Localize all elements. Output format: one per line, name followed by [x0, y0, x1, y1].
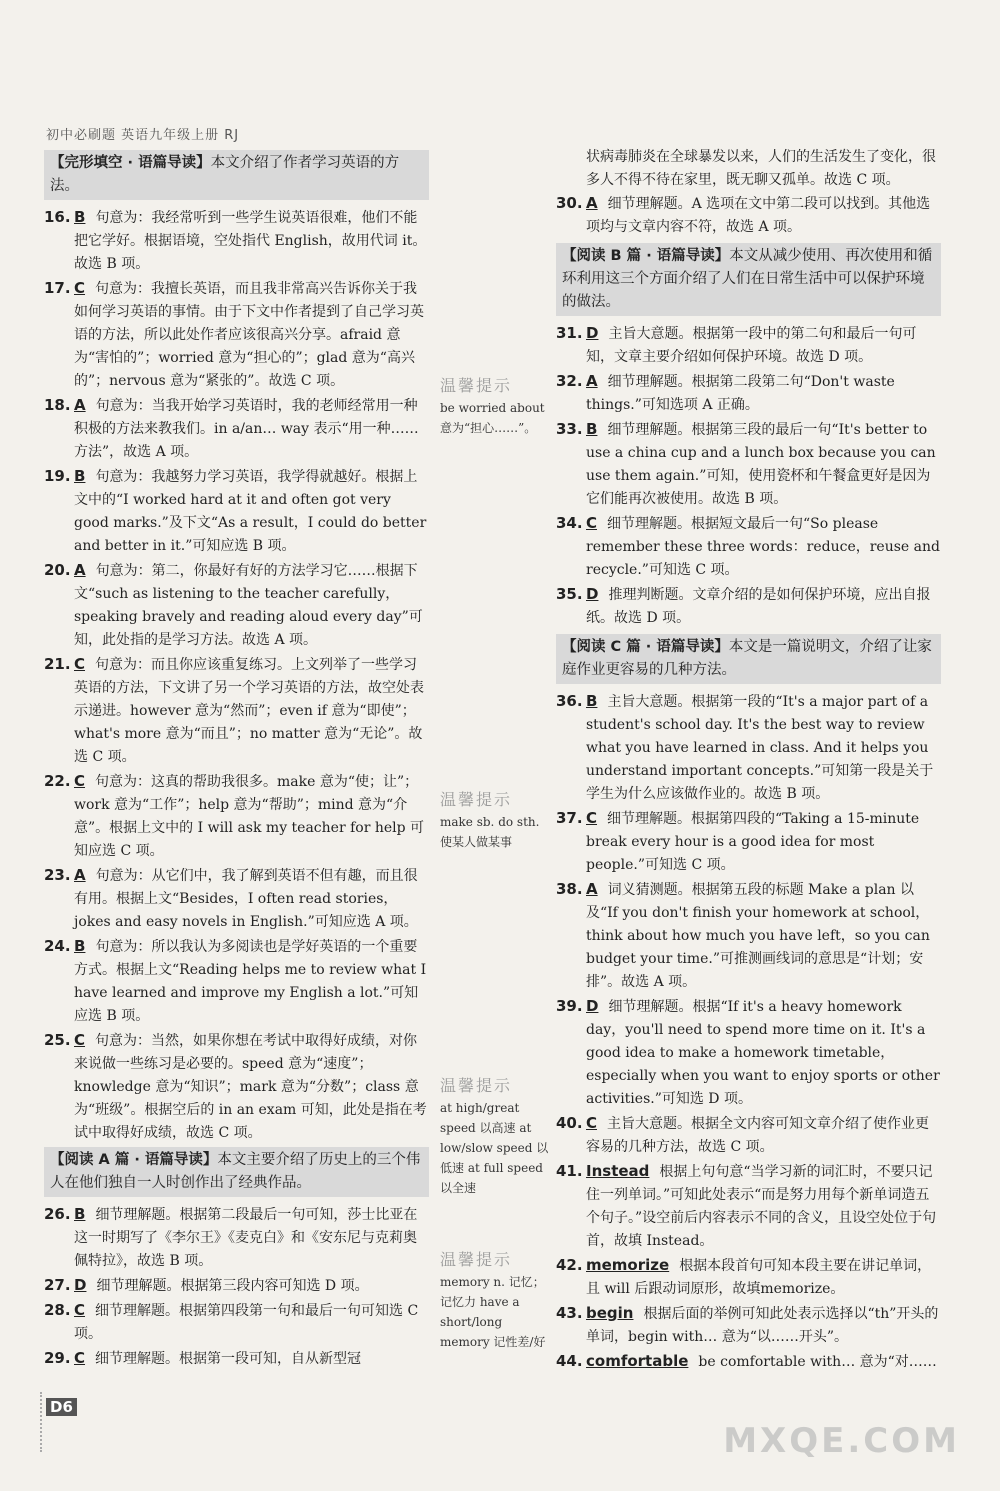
answer-item	[44, 1299, 429, 1346]
answer-explanation: 根据本段首句可知本段主要在讲记单词，且 will 后跟动词原形，故填memorize。	[586, 1258, 932, 1297]
answer-item	[44, 1274, 429, 1298]
guide-cloze: 【完形填空 · 语篇导读】本文介绍了作者学习英语的方法。	[44, 150, 429, 200]
answer-choice: A	[74, 396, 86, 414]
answer-number: 27.	[44, 1276, 71, 1294]
answer-number: 18.	[44, 396, 71, 414]
answer-choice: comfortable	[586, 1352, 689, 1370]
answer-explanation: 句意为：而且你应该重复练习。上文列举了一些学习英语的方法，下文讲了另一个学习英语的方法，故空处表示递进。however 意为“然而”；even if 意为“即使”；what's more 意为“而且”；no matter 意为“无论”。故选 C 项。	[74, 657, 424, 765]
answer-number: 16.	[44, 208, 71, 226]
answer-item	[44, 864, 429, 934]
answer-item	[44, 935, 429, 1028]
answer-number: 44.	[556, 1352, 583, 1370]
answer-item	[44, 559, 429, 652]
answer-explanation: be comfortable with… 意为“对……	[698, 1354, 937, 1370]
answer-item	[44, 1029, 429, 1145]
answer-number: 32.	[556, 372, 583, 390]
answer-explanation: 句意为：这真的帮助我很多。make 意为“使；让”；work 意为“工作”；help 意为“帮助”；mind 意为“介意”。根据上文中的 I will ask my teacher for help 可知应选 C 项。	[74, 774, 425, 859]
answer-number: 42.	[556, 1256, 583, 1274]
answer-number: 21.	[44, 655, 71, 673]
answer-explanation: 根据后面的举例可知此处表示选择以“th”开头的单词，begin with… 意为“以……开头”。	[586, 1306, 939, 1345]
answer-number: 36.	[556, 692, 583, 710]
reading-a-answers-cont	[556, 192, 941, 239]
answer-explanation: 根据上句句意“当学习新的词汇时，不要只记住一列单词。”可知此处表示“而是努力用每个新单词造五个句子。”设空前后内容表示不同的含义，且设空处位于句首，故填 Instead。	[586, 1164, 937, 1249]
answer-choice: A	[586, 372, 598, 390]
answer-explanation: 主旨大意题。根据第一段中的第二句和最后一句可知，文章主要介绍如何保护环境。故选 D 项。	[586, 326, 917, 365]
guide-reading-b: 【阅读 B 篇 · 语篇导读】本文从减少使用、再次使用和循环利用这三个方面介绍了人们在日常生活中可以保护环境的做法。	[556, 243, 941, 316]
answer-item	[44, 206, 429, 276]
answer-item	[44, 653, 429, 769]
answer-choice: C	[586, 809, 598, 827]
watermark-logo: MXQE.COM	[723, 1421, 960, 1461]
answer-item	[556, 1160, 941, 1253]
answer-choice: A	[586, 194, 598, 212]
tip-make: 温馨提示 make sb. do sth. 使某人做某事	[440, 790, 540, 849]
right-column	[556, 146, 941, 1375]
answer-explanation: 句意为：我经常听到一些学生说英语很难，他们不能把它学好。根据语境，空处指代 English，故用代词 it。故选 B 项。	[74, 210, 427, 272]
answer-explanation: 细节理解题。根据第四段的“Taking a 15-minute break every hour is a good idea for most people.”可知选 C 项。	[586, 811, 920, 873]
answer-choice: C	[74, 655, 86, 673]
answer-choice: B	[74, 937, 86, 955]
answer-item	[556, 1254, 941, 1301]
answer-choice: C	[586, 514, 598, 532]
answer-explanation: 句意为：所以我认为多阅读也是学好英语的一个重要方式。根据上文“Reading helps me to review what I have learned and improve my English a lot.”可知应选 B 项。	[74, 939, 427, 1024]
answer-choice: D	[586, 324, 599, 342]
tip-worried: 温馨提示 be worried about 意为“担心……”。	[440, 376, 545, 435]
answer-explanation: 细节理解题。根据第三段的最后一句“It's better to use a china cup and a lunch box because you can use them again.”可知，使用瓷杯和午餐盒更好是因为它们能再次被使用。故选 B 项。	[586, 422, 936, 507]
answer-number: 43.	[556, 1304, 583, 1322]
answer-explanation: 推理判断题。文章介绍的是如何保护环境，应出自报纸。故选 D 项。	[586, 587, 931, 626]
answer-explanation: 细节理解题。根据第四段第一句和最后一句可知选 C 项。	[74, 1303, 419, 1342]
margin-dots	[40, 1392, 44, 1452]
answer-choice: B	[586, 420, 598, 438]
answer-number: 20.	[44, 561, 71, 579]
answer-choice: C	[74, 1031, 86, 1049]
answer-choice: C	[586, 1114, 598, 1132]
answer-number: 24.	[44, 937, 71, 955]
reading-c-answers	[556, 690, 941, 1374]
answer-choice: C	[74, 1301, 86, 1319]
answer-choice: D	[586, 585, 599, 603]
answer-choice: C	[74, 279, 86, 297]
answer-explanation: 主旨大意题。根据第一段的“It's a major part of a student's school day. It's the best way to review what you have learned in class. And it helps you understand important concepts.”可知第一段是关于学生为什么应该做作业的。故选 B 项。	[586, 694, 934, 802]
answer-number: 38.	[556, 880, 583, 898]
answer-item	[556, 1302, 941, 1349]
answer-choice: A	[74, 866, 86, 884]
answer-item	[556, 512, 941, 582]
answer-choice: B	[74, 467, 86, 485]
answer-item	[556, 995, 941, 1111]
page-header: 初中必刷题 英语九年级上册 RJ	[46, 128, 240, 143]
answer-explanation: 句意为：我越努力学习英语，我学得就越好。根据上文中的“I worked hard at it and often got very good marks.”及下文“As a result，I could do better and better in it.”可知应选 B 项。	[74, 469, 427, 554]
answer-explanation: 细节理解题。根据短文最后一句“So please remember these three words：reduce，reuse and recycle.”可知选 C 项。	[586, 516, 940, 578]
reading-a-answers	[44, 1203, 429, 1371]
answer-number: 33.	[556, 420, 583, 438]
answer-number: 39.	[556, 997, 583, 1015]
answer-item	[44, 277, 429, 393]
answer-choice: A	[74, 561, 86, 579]
answer-number: 28.	[44, 1301, 71, 1319]
answer-choice: A	[586, 880, 598, 898]
answer-explanation: 句意为：从它们中，我了解到英语不但有趣，而且很有用。根据上文“Besides，I often read stories，jokes and easy novels in English.”可知应选 A 项。	[74, 868, 418, 930]
answer-explanation: 句意为：当我开始学习英语时，我的老师经常用一种积极的方法来教我们。in a/an… way 表示“用一种……方法”，故选 A 项。	[74, 398, 419, 460]
answer-number: 17.	[44, 279, 71, 297]
answer-choice: begin	[586, 1304, 634, 1322]
cloze-answers	[44, 206, 429, 1145]
answer-explanation: 主旨大意题。根据全文内容可知文章介绍了使作业更容易的几种方法，故选 C 项。	[586, 1116, 930, 1155]
answer-item	[556, 1112, 941, 1159]
answer-explanation: 词义猜测题。根据第五段的标题 Make a plan 以及“If you don't finish your homework at school，think about how much you have left，so you can budget your time.”可推测画线词的意思是“计划；安排”。故选 A 项。	[586, 882, 930, 990]
answer-explanation: 句意为：当然，如果你想在考试中取得好成绩，对你来说做一些练习是必要的。speed 意为“速度”；knowledge 意为“知识”；mark 意为“分数”；class 意为“班级”。根据空后的 in an exam 可知，此处是指在考试中取得好成绩，故选 C 项。	[74, 1033, 427, 1141]
answer-item	[556, 322, 941, 369]
answer-item	[556, 807, 941, 877]
answer-choice: memorize	[586, 1256, 670, 1274]
answer-number: 37.	[556, 809, 583, 827]
answer-choice: Instead	[586, 1162, 650, 1180]
answer-number: 26.	[44, 1205, 71, 1223]
answer-explanation: 句意为：第二，你最好有好的方法学习它……根据下文“such as listening to the teacher carefully，speaking bravely and reading aloud every day”可知，此处指的是学习方法。故选 A 项。	[74, 563, 423, 648]
answer-item	[44, 465, 429, 558]
answer-choice: B	[74, 1205, 86, 1223]
answer-choice: B	[586, 692, 598, 710]
answer-explanation: 细节理解题。A 选项在文中第二段可以找到。其他选项均与文章内容不符，故选 A 项。	[586, 196, 931, 235]
guide-reading-a: 【阅读 A 篇 · 语篇导读】本文主要介绍了历史上的三个伟人在他们独自一人时创作出了经典作品。	[44, 1147, 429, 1197]
guide-reading-c: 【阅读 C 篇 · 语篇导读】本文是一篇说明文，介绍了让家庭作业更容易的几种方法。	[556, 634, 941, 684]
answer-choice: B	[74, 208, 86, 226]
answer-item	[556, 192, 941, 239]
answer-explanation: 细节理解题。根据第二段最后一句可知，莎士比亚在这一时期写了《李尔王》《麦克白》和《安东尼与克莉奥佩特拉》，故选 B 项。	[74, 1207, 418, 1269]
answer-item	[44, 770, 429, 863]
answer-number: 25.	[44, 1031, 71, 1049]
reading-b-answers	[556, 322, 941, 630]
item-29-continued: 状病毒肺炎在全球暴发以来，人们的生活发生了变化，很多人不得不待在家里，既无聊又孤单。故选 C 项。	[586, 149, 936, 188]
answer-item	[44, 394, 429, 464]
answer-number: 30.	[556, 194, 583, 212]
answer-number: 29.	[44, 1349, 71, 1367]
answer-number: 40.	[556, 1114, 583, 1132]
answer-choice: D	[74, 1276, 87, 1294]
answer-explanation: 细节理解题。根据第一段可知，自从新型冠	[95, 1351, 362, 1367]
tip-memory: 温馨提示 memory n. 记忆；记忆力 have a short/long memory 记性差/好	[440, 1250, 546, 1349]
answer-item	[556, 1350, 941, 1374]
answer-item	[556, 583, 941, 630]
answer-choice: C	[74, 772, 86, 790]
answer-number: 34.	[556, 514, 583, 532]
answer-item	[556, 370, 941, 417]
answer-choice: C	[74, 1349, 86, 1367]
answer-number: 22.	[44, 772, 71, 790]
answer-item	[44, 1347, 429, 1371]
answer-number: 31.	[556, 324, 583, 342]
answer-item	[556, 418, 941, 511]
tip-speed: 温馨提示 at high/great speed 以高速 at low/slow speed 以低速 at full speed 以全速	[440, 1076, 549, 1195]
answer-number: 19.	[44, 467, 71, 485]
answer-number: 35.	[556, 585, 583, 603]
answer-choice: D	[586, 997, 599, 1015]
answer-item	[556, 878, 941, 994]
left-column	[44, 150, 429, 1372]
page-number: D6	[46, 1398, 77, 1416]
answer-number: 41.	[556, 1162, 583, 1180]
answer-explanation: 细节理解题。根据“If it's a heavy homework day，you'll need to spend more time on it. It's a good idea to make a homework timetable，especially when you want to enjoy sports or other activities.”可知选 D 项。	[586, 999, 940, 1107]
answer-item	[556, 690, 941, 806]
answer-explanation: 细节理解题。根据第三段内容可知选 D 项。	[96, 1278, 369, 1294]
answer-item	[44, 1203, 429, 1273]
answer-explanation: 句意为：我擅长英语，而且我非常高兴告诉你关于我如何学习英语的事情。由于下文中作者提到了自己学习英语的方法，所以此处作者应该很高兴分享。afraid 意为“害怕的”；worried 意为“担心的”；glad 意为“高兴的”；nervous 意为“紧张的”。故选 C 项。	[74, 281, 424, 389]
answer-number: 23.	[44, 866, 71, 884]
answer-explanation: 细节理解题。根据第二段第二句“Don't waste things.”可知选项 A 正确。	[586, 374, 895, 413]
